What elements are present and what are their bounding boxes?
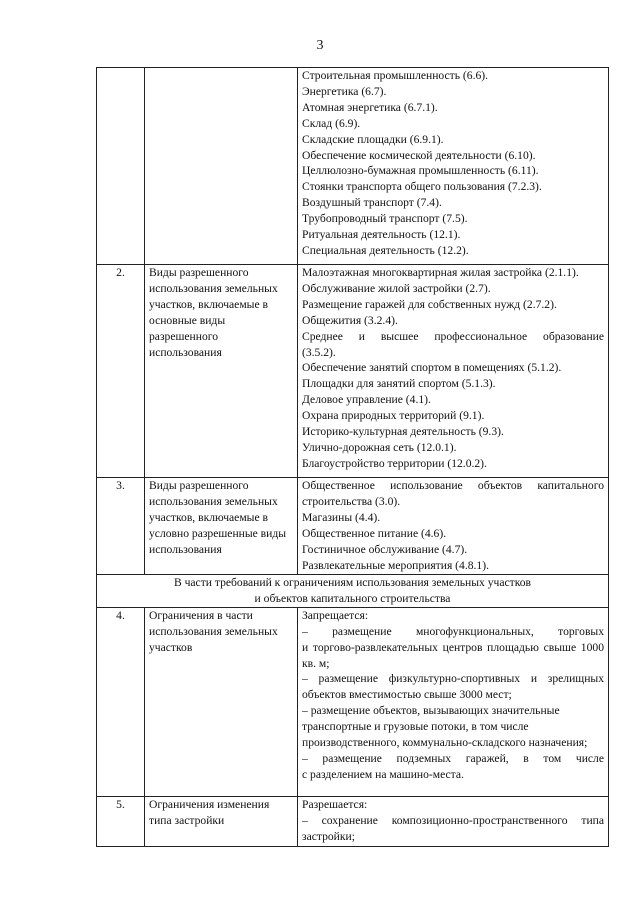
list-item: Обеспечение занятий спортом в помещениях (5.1.2). bbox=[302, 361, 562, 375]
list-item: Складские площадки (6.9.1). bbox=[302, 132, 444, 146]
list-item: Среднее и высшее профессиональное образование bbox=[302, 329, 604, 343]
list-item: Ритуальная деятельность (12.1). bbox=[302, 228, 461, 242]
row-name: Ограничения в части использования земельных участков bbox=[145, 607, 298, 796]
list-item: Строительная промышленность (6.6). bbox=[302, 69, 489, 82]
list-item: Развлекательные мероприятия (4.8.1). bbox=[302, 558, 489, 572]
row-content bbox=[298, 478, 609, 575]
table-row bbox=[97, 796, 609, 846]
list-item: Запрещается: bbox=[302, 608, 369, 622]
row-name: Виды разрешенного использования земельных участков, включаемые в основные виды разрешенного использования bbox=[145, 265, 298, 478]
row-number: 4. bbox=[97, 607, 145, 796]
list-item: Трубопроводный транспорт (7.5). bbox=[302, 212, 468, 226]
list-item: Общественное питание (4.6). bbox=[302, 526, 447, 540]
table-row bbox=[97, 68, 609, 265]
list-item: с разделением на машино-места. bbox=[302, 767, 464, 781]
row-name: Ограничения изменения типа застройки bbox=[145, 796, 298, 846]
list-item: Атомная энергетика (6.7.1). bbox=[302, 100, 438, 114]
regulations-table bbox=[96, 67, 609, 847]
row-number: 3. bbox=[97, 478, 145, 575]
list-item: – размещение многофункциональных, торговых bbox=[302, 624, 604, 638]
list-item: Разрешается: bbox=[302, 797, 368, 811]
list-item: Гостиничное обслуживание (4.7). bbox=[302, 542, 468, 556]
row-name bbox=[145, 68, 298, 265]
list-item: объектов вместимостью свыше 3000 мест; bbox=[302, 688, 512, 702]
list-item: Стоянки транспорта общего пользования (7.2.3). bbox=[302, 180, 542, 194]
list-item: Малоэтажная многоквартирная жилая застройка (2.1.1). bbox=[302, 266, 579, 279]
row-content bbox=[298, 796, 609, 846]
list-item: – размещение объектов, вызывающих значительные транспортные и грузовые потоки, в том числе производственного, коммунально-складского назначения; bbox=[302, 704, 588, 750]
list-item: Общественное использование объектов капитального bbox=[302, 479, 604, 492]
list-item: Деловое управление (4.1). bbox=[302, 393, 431, 407]
section-header-line: и объектов капитального строительства bbox=[254, 591, 451, 605]
list-item: – размещение подземных гаражей, в том числе bbox=[302, 751, 604, 765]
section-header bbox=[97, 575, 609, 608]
row-name: Виды разрешенного использования земельных участков, включаемые в условно разрешенные виды использования bbox=[145, 478, 298, 575]
table-row bbox=[97, 265, 609, 478]
list-item: Обслуживание жилой застройки (2.7). bbox=[302, 281, 491, 295]
table-row bbox=[97, 478, 609, 575]
list-item: – размещение физкультурно-спортивных и зрелищных bbox=[302, 672, 604, 686]
list-item: Склад (6.9). bbox=[302, 116, 361, 130]
page-number: 3 bbox=[316, 38, 324, 53]
row-content bbox=[298, 607, 609, 796]
list-item: Магазины (4.4). bbox=[302, 510, 381, 524]
list-item: Благоустройство территории (12.0.2). bbox=[302, 456, 487, 470]
list-item: Размещение гаражей для собственных нужд (2.7.2). bbox=[302, 297, 557, 311]
list-item: Улично-дорожная сеть (12.0.1). bbox=[302, 440, 457, 454]
list-item: (3.5.2). bbox=[302, 345, 336, 359]
row-content bbox=[298, 265, 609, 478]
list-item: застройки; bbox=[302, 829, 355, 843]
list-item: Обеспечение космической деятельности (6.10). bbox=[302, 148, 536, 162]
row-content bbox=[298, 68, 609, 265]
section-header-line: В части требований к ограничениям использования земельных участков bbox=[173, 576, 532, 589]
row-number: 5. bbox=[97, 796, 145, 846]
list-item: Общежития (3.2.4). bbox=[302, 313, 398, 327]
section-header-row bbox=[97, 575, 609, 608]
list-item: Историко-культурная деятельность (9.3). bbox=[302, 425, 504, 439]
list-item: Площадки для занятий спортом (5.1.3). bbox=[302, 377, 496, 391]
list-item: Энергетика (6.7). bbox=[302, 84, 387, 98]
list-item: – сохранение композиционно-пространственного типа bbox=[302, 813, 604, 827]
list-item: строительства (3.0). bbox=[302, 494, 401, 508]
table-row bbox=[97, 607, 609, 796]
row-number: 2. bbox=[97, 265, 145, 478]
list-item: Охрана природных территорий (9.1). bbox=[302, 409, 485, 423]
list-item: и торгово-развлекательных центров площадью свыше 1000 кв. м; bbox=[302, 640, 604, 670]
list-item: Воздушный транспорт (7.4). bbox=[302, 196, 442, 210]
list-item: Целлюлозно-бумажная промышленность (6.11). bbox=[302, 164, 539, 178]
list-item: Специальная деятельность (12.2). bbox=[302, 243, 469, 257]
row-number bbox=[97, 68, 145, 265]
